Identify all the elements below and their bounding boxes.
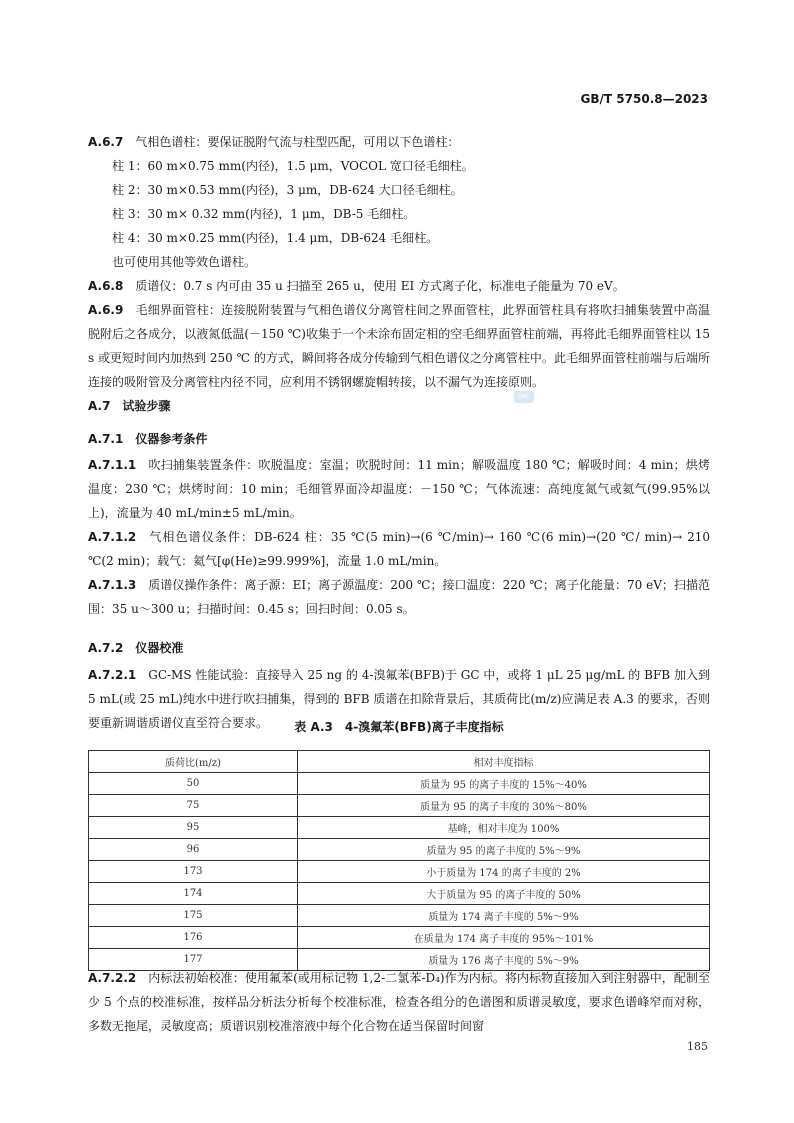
- table-row: [89, 817, 710, 839]
- table-row: [89, 861, 710, 883]
- heading-a71: A.7.1 仪器参考条件: [88, 432, 208, 446]
- abundance-cell: 小于质量为 174 的离子丰度的 2%: [298, 861, 710, 883]
- table-caption: 表 A.3 4-溴氟苯(BFB)离子丰度指标: [294, 720, 504, 734]
- page-number: 185: [687, 1040, 708, 1053]
- mz-cell: 75: [89, 795, 298, 817]
- abundance-cell: 质量为 176 离子丰度的 5%～9%: [298, 949, 710, 971]
- section-a71-conditions: [88, 453, 710, 621]
- mz-cell: 173: [89, 861, 298, 883]
- mz-cell: 176: [89, 927, 298, 949]
- list-item: 柱 1：60 m×0.75 mm(内径)，1.5 μm，VOCOL 宽口径毛细柱。: [112, 159, 474, 173]
- table-row: [89, 883, 710, 905]
- table-header-row: [89, 751, 710, 773]
- clause-number: A.7.2.1: [88, 668, 137, 682]
- abundance-cell: 质量为 95 的离子丰度的 30%～80%: [298, 795, 710, 817]
- clause-number: A.7.1.2: [88, 530, 137, 544]
- clause-number: A.6.9: [88, 303, 124, 317]
- clause-text: 质谱仪操作条件：离子源：EI；离子源温度：200 ℃；接口温度：220 ℃；离子化能量：70 eV；扫描范围：35 u～300 u；扫描时间：0.45 s；回扫时间：0.05 s。: [88, 578, 710, 616]
- clause-number: A.6.8: [88, 279, 124, 293]
- list-item: 柱 3：30 m× 0.32 mm(内径)，1 μm，DB-5 毛细柱。: [112, 207, 416, 221]
- clause-text: 内标法初始校准：使用氟苯(或用标记物 1,2-二氯苯-D₄)作为内标。将内标物直接加入到注射器中，配制至少 5 个点的校准标准，按样品分析法分析每个校准标准，检查各组分的色谱图和质谱灵敏度，要求色谱峰窄而对称，多数无拖尾，灵敏度高；质谱识别校准溶液中每个化合物在适当保留时间窗: [88, 971, 710, 1033]
- clause-text: 毛细界面管柱：连接脱附装置与气相色谱仪分离管柱间之界面管柱，此界面管柱具有将吹扫捕集装置中高温脱附后之各成分，以液氮低温(－150 ℃)收集于一个未涂布固定相的空毛细界面管柱前端，再将此毛细界面管柱以 15 s 或更短时间内加热到 250 ℃ 的方式，瞬间将各成分传输到气相色谱仪之分离管柱中。此毛细界面管柱前端与后端所连接的吸附管及分离管柱内径不同，应利用不锈钢螺旋帽转接，以不漏气为连接原则。: [88, 303, 710, 389]
- list-item: 柱 2：30 m×0.53 mm(内径)，3 μm，DB-624 大口径毛细柱。: [112, 183, 463, 197]
- heading-a7: A.7 试验步骤: [88, 399, 171, 413]
- clause-number: A.7.1.1: [88, 458, 137, 472]
- clause-number: A.7.2.2: [88, 971, 137, 985]
- abundance-cell: 质量为 95 的离子丰度的 5%～9%: [298, 839, 710, 861]
- mz-cell: 50: [89, 773, 298, 795]
- clause-text: 气相色谱仪条件：DB-624 柱：35 ℃(5 min)→(6 ℃/min)→ 160 ℃(6 min)→(20 ℃/ min)→ 210 ℃(2 min)；载气：氦气[φ(He)≥99.999%]，流量 1.0 mL/min。: [88, 530, 710, 568]
- clause-number: A.7.1.3: [88, 578, 137, 592]
- mz-cell: 177: [89, 949, 298, 971]
- column-header: 质荷比(m/z): [89, 751, 298, 773]
- clause-number: A.6.7: [88, 135, 124, 149]
- table-row: [89, 905, 710, 927]
- mz-cell: 175: [89, 905, 298, 927]
- clause-text: 吹扫捕集装置条件：吹脱温度：室温；吹脱时间：11 min；解吸温度 180 ℃；解吸时间：4 min；烘烤温度：230 ℃；烘烤时间：10 min；毛细管界面冷却温度：－150 ℃；气体流速：高纯度氮气或氦气(99.95%以上)，流量为 40 mL/min±5 mL/min。: [88, 458, 710, 520]
- table-row: [89, 795, 710, 817]
- mz-cell: 174: [89, 883, 298, 905]
- table-row: [89, 839, 710, 861]
- abundance-cell: 质量为 95 的离子丰度的 15%～40%: [298, 773, 710, 795]
- mz-cell: 96: [89, 839, 298, 861]
- section-a722: [88, 966, 710, 1038]
- bfb-ion-abundance-table: [88, 750, 710, 971]
- heading-a72: A.7.2 仪器校准: [88, 641, 184, 655]
- clause-text: GC-MS 性能试验：直接导入 25 ng 的 4-溴氟苯(BFB)于 GC 中，或将 1 μL 25 μg/mL 的 BFB 加入到 5 mL(或 25 mL)纯水中进行吹扫捕集，得到的 BFB 质谱在扣除背景后，其质荷比(m/z)应满足表 A.3 的要求，否则要重新调谐质谱仪直至符合要求。: [88, 668, 710, 730]
- sac-watermark-logo: SAC: [514, 391, 534, 403]
- abundance-cell: 基峰，相对丰度为 100%: [298, 817, 710, 839]
- column-header: 相对丰度指标: [298, 751, 710, 773]
- section-a67: [88, 130, 710, 394]
- abundance-cell: 大于质量为 95 的离子丰度的 50%: [298, 883, 710, 905]
- clause-text: 质谱仪：0.7 s 内可由 35 u 扫描至 265 u，使用 EI 方式离子化，标准电子能量为 70 eV。: [135, 279, 625, 293]
- clause-text: 气相色谱柱：要保证脱附气流与柱型匹配，可用以下色谱柱：: [135, 135, 460, 149]
- list-item: 也可使用其他等效色谱柱。: [112, 255, 257, 269]
- abundance-cell: 质量为 174 离子丰度的 5%～9%: [298, 905, 710, 927]
- list-item: 柱 4：30 m×0.25 mm(内径)，1.4 μm，DB-624 毛细柱。: [112, 231, 439, 245]
- mz-cell: 95: [89, 817, 298, 839]
- table-row: [89, 773, 710, 795]
- table-row: [89, 927, 710, 949]
- abundance-cell: 在质量为 174 离子丰度的 95%～101%: [298, 927, 710, 949]
- document-id: GB/T 5750.8—2023: [580, 92, 708, 106]
